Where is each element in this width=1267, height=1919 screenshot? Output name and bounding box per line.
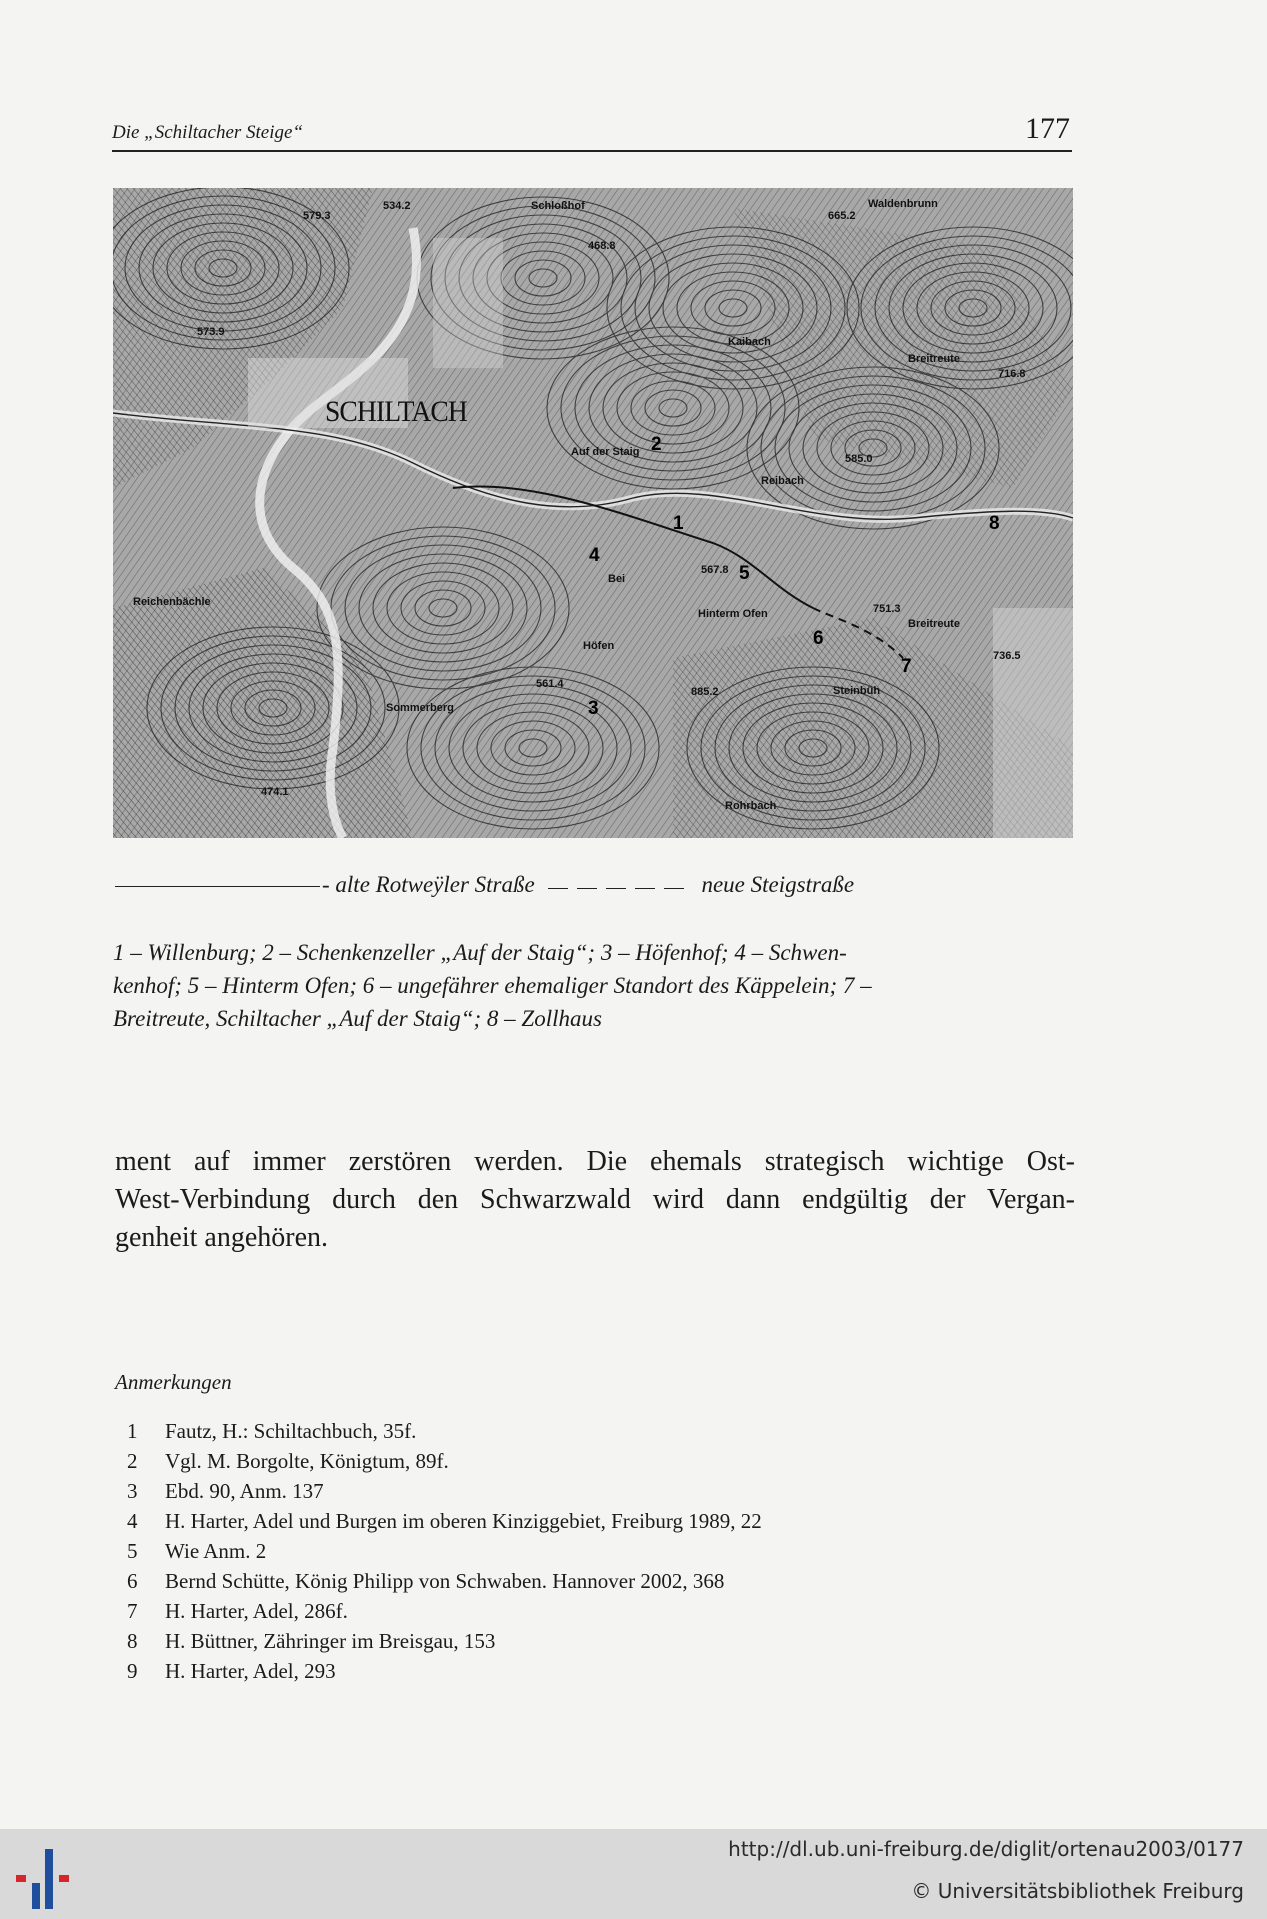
body-line: genheit angehören. <box>115 1222 329 1253</box>
note-item: 3 Ebd. 90, Anm. 137 <box>127 1479 324 1503</box>
footer-bar <box>0 1829 1267 1919</box>
map-label-elevation: 579.3 <box>303 210 331 222</box>
ub-freiburg-logo-icon <box>14 1849 84 1911</box>
map-label-place: Schloßhof <box>531 200 585 212</box>
map-label-elevation: 716.8 <box>998 368 1026 380</box>
map-label-place: Bei <box>608 573 626 585</box>
legend-old-road: alte Rotweÿler Straße <box>335 872 535 897</box>
map-marker-3: 3 <box>588 698 599 719</box>
map-label-place: Reichenbächle <box>133 596 211 608</box>
solid-line-symbol <box>115 886 320 887</box>
map-label-place: Breitreute <box>908 353 960 365</box>
map-label-elevation: 474.1 <box>261 786 289 798</box>
map-marker-7: 7 <box>901 656 912 677</box>
note-item: 6 Bernd Schütte, König Philipp von Schwaben. Hannover 2002, 368 <box>127 1569 725 1593</box>
note-item: 8 H. Büttner, Zähringer im Breisgau, 153 <box>127 1629 496 1653</box>
map-label-elevation: 567.8 <box>701 564 729 576</box>
note-item: 2 Vgl. M. Borgolte, Königtum, 89f. <box>127 1449 449 1473</box>
header-rule <box>112 150 1072 152</box>
legend-new-road: neue Steigstraße <box>701 872 855 897</box>
map-label-town: SCHILTACH <box>325 395 467 428</box>
map-label-place: Steinbüh <box>833 685 881 697</box>
copyright-notice: © Universitätsbibliothek Freiburg <box>911 1879 1244 1903</box>
topographic-map <box>113 188 1073 838</box>
caption-line: kenhof; 5 – Hinterm Ofen; 6 – ungefährer ehemaliger Standort des Käppelein; 7 – <box>113 973 872 998</box>
map-label-elevation: 585.0 <box>845 453 873 465</box>
map-label-elevation: 534.2 <box>383 200 411 212</box>
map-label-place: Hinterm Ofen <box>698 608 768 620</box>
map-marker-1: 1 <box>673 513 684 534</box>
map-caption <box>113 936 1078 1035</box>
map-label-place: Rohrbach <box>725 800 777 812</box>
map-label-elevation: 573.9 <box>197 326 225 338</box>
map-label-elevation: 468.8 <box>588 240 616 252</box>
map-legend: - alte Rotweÿler Straße neue Steigstraße <box>115 872 1075 900</box>
map-label-elevation: 885.2 <box>691 686 719 698</box>
source-url-link[interactable]: http://dl.ub.uni-freiburg.de/diglit/ortenau2003/0177 <box>728 1837 1244 1861</box>
map-label-elevation: 736.5 <box>993 650 1021 662</box>
map-marker-8: 8 <box>989 513 1000 534</box>
note-item: 1 Fautz, H.: Schiltachbuch, 35f. <box>127 1419 417 1443</box>
body-line: West-Verbindung durch den Schwarzwald wird dann endgültig der Vergan- <box>115 1184 1075 1215</box>
map-label-elevation: 665.2 <box>828 210 856 222</box>
map-marker-5: 5 <box>739 563 750 584</box>
map-label-place: Auf der Staig <box>571 446 640 458</box>
map-label-place: Sommerberg <box>386 702 454 714</box>
map-label-place: Kaibach <box>728 336 771 348</box>
map-label-place: Höfen <box>583 640 615 652</box>
map-marker-2: 2 <box>651 434 662 455</box>
body-line: ment auf immer zerstören werden. Die ehemals strategisch wichtige Ost- <box>115 1146 1075 1177</box>
map-label-elevation: 751.3 <box>873 603 901 615</box>
note-item: 7 H. Harter, Adel, 286f. <box>127 1599 348 1623</box>
note-item: 4 H. Harter, Adel und Burgen im oberen Kinziggebiet, Freiburg 1989, 22 <box>127 1509 762 1533</box>
map-label-place: Breitreute <box>908 618 960 630</box>
caption-line: Breitreute, Schiltacher „Auf der Staig“; 8 – Zollhaus <box>113 1006 602 1031</box>
map-label-place: Waldenbrunn <box>868 198 938 210</box>
map-label-elevation: 561.4 <box>536 678 564 690</box>
notes-heading: Anmerkungen <box>115 1370 232 1394</box>
dashed-line-symbol <box>548 874 693 900</box>
caption-line: 1 – Willenburg; 2 – Schenkenzeller „Auf der Staig“; 3 – Höfenhof; 4 – Schwen- <box>113 940 847 965</box>
map-marker-6: 6 <box>813 628 824 649</box>
page-number: 177 <box>1025 112 1070 145</box>
body-paragraph <box>115 1143 1075 1257</box>
map-terrain <box>113 188 1073 838</box>
note-item: 9 H. Harter, Adel, 293 <box>127 1659 336 1683</box>
running-header: Die „Schiltacher Steige“ <box>112 122 304 143</box>
map-label-place: Reibach <box>761 475 804 487</box>
note-item: 5 Wie Anm. 2 <box>127 1539 267 1563</box>
notes-list <box>127 1416 762 1686</box>
map-marker-4: 4 <box>589 545 600 566</box>
